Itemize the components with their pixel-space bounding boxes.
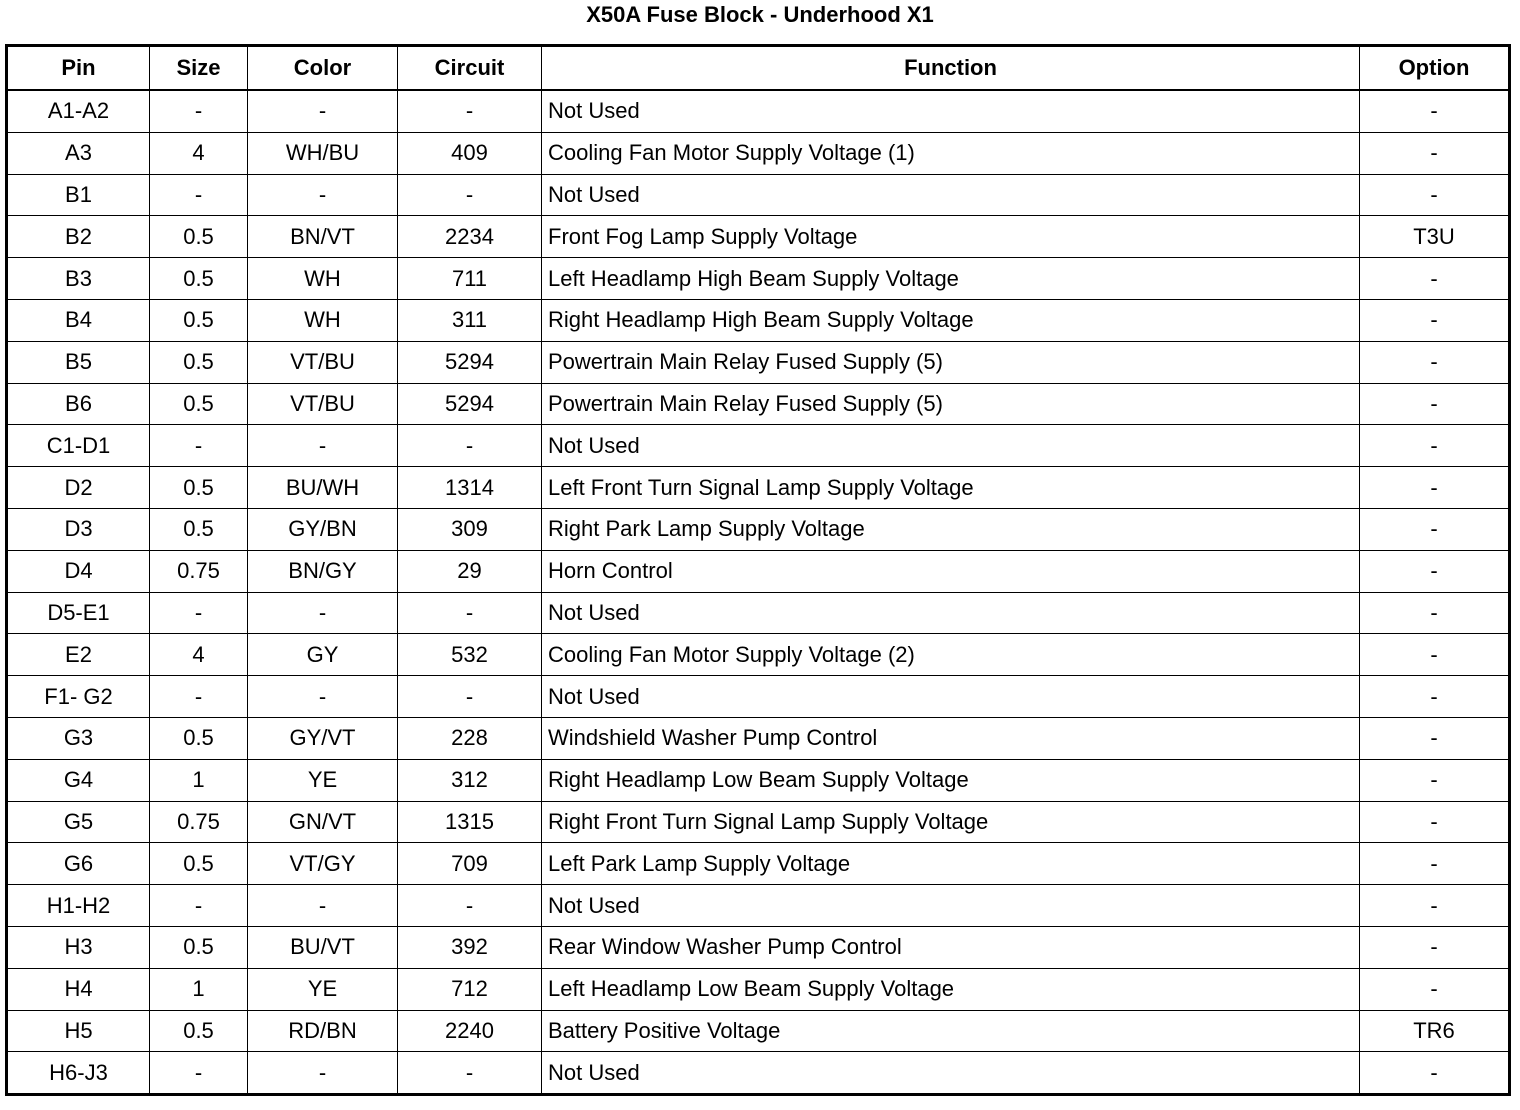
cell-option: - [1360, 885, 1510, 927]
cell-color: WH [248, 299, 398, 341]
cell-pin: H5 [7, 1010, 150, 1052]
cell-option: - [1360, 968, 1510, 1010]
table-row [7, 801, 1510, 843]
cell-size: 4 [150, 132, 248, 174]
cell-size: 0.5 [150, 843, 248, 885]
cell-option: - [1360, 926, 1510, 968]
cell-function: Right Front Turn Signal Lamp Supply Voltage [542, 801, 1360, 843]
cell-pin: A3 [7, 132, 150, 174]
cell-color: GY/BN [248, 508, 398, 550]
cell-function: Front Fog Lamp Supply Voltage [542, 216, 1360, 258]
table-body [7, 90, 1510, 1095]
table-row [7, 508, 1510, 550]
cell-function: Powertrain Main Relay Fused Supply (5) [542, 383, 1360, 425]
cell-pin: A1-A2 [7, 90, 150, 132]
header-pin: Pin [7, 46, 150, 91]
cell-option: T3U [1360, 216, 1510, 258]
cell-size: 0.5 [150, 258, 248, 300]
cell-color: RD/BN [248, 1010, 398, 1052]
table-row [7, 258, 1510, 300]
table-row [7, 634, 1510, 676]
cell-size: - [150, 592, 248, 634]
table-row [7, 341, 1510, 383]
cell-color: GN/VT [248, 801, 398, 843]
cell-color: - [248, 425, 398, 467]
cell-circuit: 2240 [398, 1010, 542, 1052]
cell-option: - [1360, 676, 1510, 718]
cell-color: BU/WH [248, 467, 398, 509]
cell-function: Horn Control [542, 550, 1360, 592]
cell-pin: H1-H2 [7, 885, 150, 927]
table-row [7, 90, 1510, 132]
cell-size: - [150, 90, 248, 132]
cell-size: 0.5 [150, 383, 248, 425]
table-row [7, 550, 1510, 592]
cell-pin: H3 [7, 926, 150, 968]
cell-color: GY/VT [248, 717, 398, 759]
cell-pin: D5-E1 [7, 592, 150, 634]
table-row [7, 843, 1510, 885]
cell-function: Battery Positive Voltage [542, 1010, 1360, 1052]
table-row [7, 592, 1510, 634]
cell-option: - [1360, 299, 1510, 341]
header-row [7, 46, 1510, 91]
cell-option: - [1360, 425, 1510, 467]
cell-function: Rear Window Washer Pump Control [542, 926, 1360, 968]
cell-size: 0.5 [150, 1010, 248, 1052]
cell-function: Right Park Lamp Supply Voltage [542, 508, 1360, 550]
cell-size: 0.5 [150, 717, 248, 759]
cell-circuit: 392 [398, 926, 542, 968]
cell-circuit: - [398, 90, 542, 132]
cell-function: Not Used [542, 425, 1360, 467]
cell-option: - [1360, 132, 1510, 174]
cell-circuit: 2234 [398, 216, 542, 258]
cell-pin: G6 [7, 843, 150, 885]
cell-option: - [1360, 467, 1510, 509]
cell-option: TR6 [1360, 1010, 1510, 1052]
cell-function: Left Front Turn Signal Lamp Supply Voltage [542, 467, 1360, 509]
table-row [7, 216, 1510, 258]
cell-pin: D4 [7, 550, 150, 592]
table-row [7, 968, 1510, 1010]
cell-size: 0.5 [150, 926, 248, 968]
cell-pin: B3 [7, 258, 150, 300]
table-row [7, 1010, 1510, 1052]
header-option: Option [1360, 46, 1510, 91]
table-row [7, 132, 1510, 174]
cell-pin: B2 [7, 216, 150, 258]
cell-color: - [248, 90, 398, 132]
cell-pin: E2 [7, 634, 150, 676]
cell-pin: C1-D1 [7, 425, 150, 467]
cell-size: - [150, 885, 248, 927]
cell-function: Left Headlamp Low Beam Supply Voltage [542, 968, 1360, 1010]
cell-function: Left Park Lamp Supply Voltage [542, 843, 1360, 885]
cell-circuit: 311 [398, 299, 542, 341]
cell-size: 0.5 [150, 341, 248, 383]
cell-option: - [1360, 717, 1510, 759]
cell-function: Windshield Washer Pump Control [542, 717, 1360, 759]
cell-size: 0.5 [150, 467, 248, 509]
cell-option: - [1360, 90, 1510, 132]
cell-pin: H4 [7, 968, 150, 1010]
table-row [7, 383, 1510, 425]
cell-circuit: 5294 [398, 341, 542, 383]
cell-circuit: - [398, 592, 542, 634]
header-circuit: Circuit [398, 46, 542, 91]
cell-function: Not Used [542, 174, 1360, 216]
cell-circuit: 409 [398, 132, 542, 174]
page-title: X50A Fuse Block - Underhood X1 [586, 2, 934, 27]
cell-option: - [1360, 383, 1510, 425]
cell-color: - [248, 174, 398, 216]
cell-function: Not Used [542, 1052, 1360, 1095]
cell-circuit: 709 [398, 843, 542, 885]
header-function: Function [542, 46, 1360, 91]
cell-option: - [1360, 843, 1510, 885]
cell-pin: G4 [7, 759, 150, 801]
cell-color: WH [248, 258, 398, 300]
cell-pin: D2 [7, 467, 150, 509]
cell-size: 0.75 [150, 550, 248, 592]
cell-circuit: 1314 [398, 467, 542, 509]
cell-circuit: 29 [398, 550, 542, 592]
cell-circuit: - [398, 1052, 542, 1095]
cell-pin: B6 [7, 383, 150, 425]
cell-option: - [1360, 634, 1510, 676]
cell-size: 0.5 [150, 508, 248, 550]
cell-circuit: 532 [398, 634, 542, 676]
cell-function: Right Headlamp Low Beam Supply Voltage [542, 759, 1360, 801]
cell-size: - [150, 676, 248, 718]
table-row [7, 926, 1510, 968]
cell-circuit: - [398, 676, 542, 718]
cell-function: Powertrain Main Relay Fused Supply (5) [542, 341, 1360, 383]
cell-color: YE [248, 968, 398, 1010]
cell-function: Cooling Fan Motor Supply Voltage (1) [542, 132, 1360, 174]
cell-pin: B5 [7, 341, 150, 383]
cell-circuit: 711 [398, 258, 542, 300]
cell-function: Right Headlamp High Beam Supply Voltage [542, 299, 1360, 341]
cell-size: - [150, 1052, 248, 1095]
pinout-table [5, 44, 1511, 1096]
cell-size: 0.5 [150, 216, 248, 258]
cell-option: - [1360, 174, 1510, 216]
cell-color: - [248, 885, 398, 927]
cell-size: 0.75 [150, 801, 248, 843]
cell-circuit: 309 [398, 508, 542, 550]
cell-pin: G5 [7, 801, 150, 843]
table-row [7, 467, 1510, 509]
cell-size: - [150, 174, 248, 216]
cell-size: 0.5 [150, 299, 248, 341]
cell-size: 4 [150, 634, 248, 676]
cell-color: BN/GY [248, 550, 398, 592]
cell-pin: F1- G2 [7, 676, 150, 718]
cell-circuit: - [398, 174, 542, 216]
cell-option: - [1360, 258, 1510, 300]
table-row [7, 717, 1510, 759]
cell-circuit: 5294 [398, 383, 542, 425]
cell-option: - [1360, 801, 1510, 843]
cell-color: YE [248, 759, 398, 801]
cell-pin: B1 [7, 174, 150, 216]
table-row [7, 1052, 1510, 1095]
cell-circuit: 1315 [398, 801, 542, 843]
cell-option: - [1360, 550, 1510, 592]
cell-color: - [248, 1052, 398, 1095]
cell-option: - [1360, 759, 1510, 801]
cell-color: BU/VT [248, 926, 398, 968]
cell-option: - [1360, 341, 1510, 383]
cell-circuit: 712 [398, 968, 542, 1010]
cell-color: GY [248, 634, 398, 676]
table-row [7, 425, 1510, 467]
header-color: Color [248, 46, 398, 91]
cell-option: - [1360, 592, 1510, 634]
cell-function: Not Used [542, 676, 1360, 718]
cell-size: - [150, 425, 248, 467]
cell-circuit: - [398, 885, 542, 927]
cell-pin: G3 [7, 717, 150, 759]
table-row [7, 174, 1510, 216]
cell-size: 1 [150, 759, 248, 801]
cell-color: BN/VT [248, 216, 398, 258]
cell-circuit: 228 [398, 717, 542, 759]
cell-color: VT/BU [248, 341, 398, 383]
cell-color: VT/GY [248, 843, 398, 885]
table-row [7, 676, 1510, 718]
cell-color: - [248, 676, 398, 718]
cell-pin: D3 [7, 508, 150, 550]
cell-circuit: 312 [398, 759, 542, 801]
cell-option: - [1360, 1052, 1510, 1095]
cell-function: Not Used [542, 90, 1360, 132]
cell-function: Left Headlamp High Beam Supply Voltage [542, 258, 1360, 300]
cell-size: 1 [150, 968, 248, 1010]
cell-pin: B4 [7, 299, 150, 341]
cell-color: VT/BU [248, 383, 398, 425]
cell-function: Not Used [542, 885, 1360, 927]
header-size: Size [150, 46, 248, 91]
table-row [7, 299, 1510, 341]
cell-function: Cooling Fan Motor Supply Voltage (2) [542, 634, 1360, 676]
cell-function: Not Used [542, 592, 1360, 634]
cell-pin: H6-J3 [7, 1052, 150, 1095]
table-row [7, 885, 1510, 927]
cell-option: - [1360, 508, 1510, 550]
cell-color: WH/BU [248, 132, 398, 174]
table-row [7, 759, 1510, 801]
cell-color: - [248, 592, 398, 634]
cell-circuit: - [398, 425, 542, 467]
